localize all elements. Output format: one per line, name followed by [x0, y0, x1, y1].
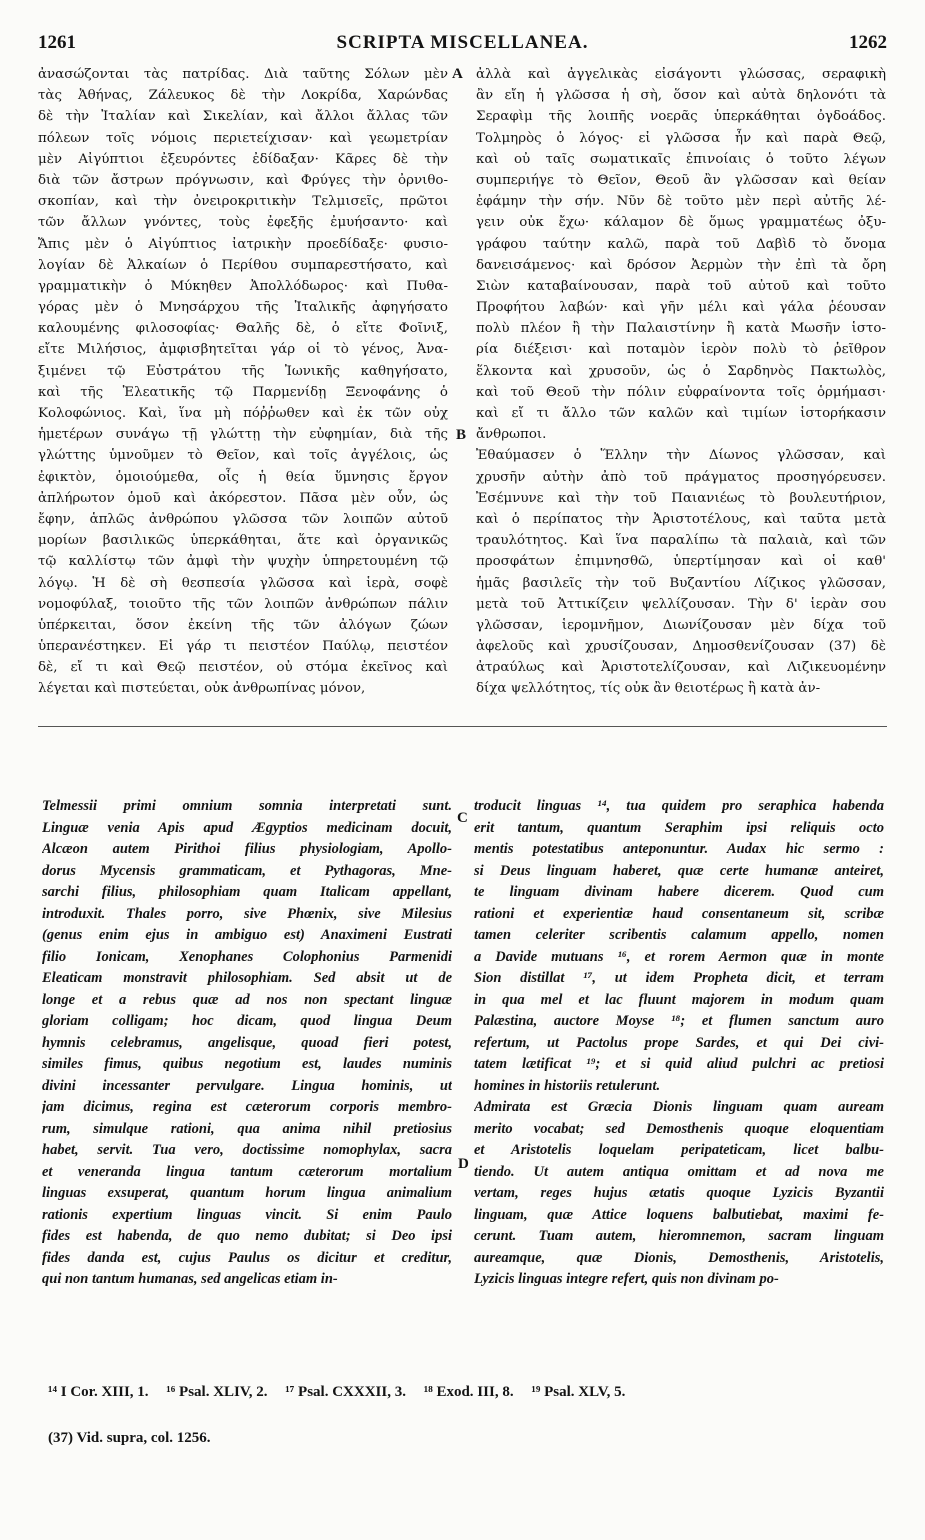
text-line: si Deus linguam haberet, quæ certe humanæ anteiret,: [474, 862, 884, 879]
text-line: σκοπίαν, καὶ τὴν ὀνειροκριτικὴν Τελμισεῖς, πρῶτοι: [38, 194, 448, 210]
text-line: ἔφην, ἁπλῶς ἀνθρώπου γλῶσσα τῶν λοιπῶν αὐτοῦ: [38, 511, 448, 527]
text-line: tatem lætificat ¹⁹; et si quid aliud pulchri ac pretiosi: [474, 1056, 884, 1072]
text-line: νομοφύλαξ, τοιοῦτο τῆς τῶν λοιπῶν ἀνθρώπων πάλιν: [38, 596, 448, 612]
greek-text-left-column: [38, 64, 448, 700]
text-line: troducit linguas ¹⁴, tua quidem pro seraphica habenda: [474, 798, 884, 814]
text-line: ἕλκοντα καὶ χρυσοῦν, ὡς ὁ Σαρδηνὸς Πακτωλὸς,: [476, 363, 886, 379]
text-line: Ἄπις μὲν ὁ Αἰγύπτιος ἰατρικὴν προεδίδαξε· φυσιο-: [38, 236, 448, 252]
text-line: jam dicimus, regina est cæterorum corporis membro-: [42, 1099, 452, 1115]
text-line: gloriam colligam; hoc dicam, quod lingua Deum: [42, 1013, 452, 1029]
column-number-right: 1262: [849, 32, 887, 53]
text-line: mentis potestatibus anteponuntur. Audax hic sermo :: [474, 841, 884, 857]
text-line: ἐφικτὸν, ὁμοιούμεθα, οἷς ἡ θεία ὕμνησις ἔργον: [38, 469, 448, 485]
text-line: μορίων βασιλικῶς ὑπερκάθηται, ἅτε καὶ ὀργανικῶς: [38, 533, 448, 549]
column-number-left: 1261: [38, 32, 76, 53]
text-line: τῷ καλλίστῳ τῶν ἀμφὶ τὴν ψυχὴν ὑπηρετουμένη τῷ: [38, 554, 448, 570]
text-line: et Aristotelis loquelam peripateticam, licet balbu-: [474, 1142, 884, 1158]
text-line: ὑπερανέστηκεν. Εἰ γάρ τι πειστέον Παύλῳ, πειστέον: [38, 639, 448, 655]
text-line: refertum, ut Pactolus prope Sardes, et qui Dei civi-: [474, 1034, 884, 1051]
footnote: ¹⁸ Exod. III, 8.: [423, 1384, 514, 1400]
text-line: rationi et experientiæ haud consentaneum sit, scribæ: [474, 905, 884, 922]
text-line: merito vocabat; sed Demosthenis quoque eloquentiam: [474, 1120, 884, 1137]
text-line: Σιὼν καταβαίνουσαν, παρὰ τοῦ αὐτοῦ καὶ τοῦτο: [476, 278, 886, 294]
text-line: similes fimus, quibus negotium est, laudes numinis: [42, 1056, 452, 1072]
text-line: τραυλότητος. Καὶ ἵνα παραλίπω τὰ παλαιὰ, καὶ τῶν: [476, 533, 886, 549]
text-line: dorus Mycensis grammaticam, et Pythagoras, Mne-: [42, 862, 452, 879]
latin-translation-right-column: [474, 796, 884, 1291]
greek-text-right-column: [476, 64, 886, 700]
text-line: tiendo. Ut autem antiqua omittam et ad nova me: [474, 1163, 884, 1180]
text-line: καλουμένης φιλοσοφίας· Θαλῆς δὲ, ὁ εἴτε Φοῖνιξ,: [38, 321, 448, 337]
text-line: ρία διέξεισι· καὶ ποταμὸν ἱερὸν πολὺ τὸ ῥεῖθρον: [476, 342, 886, 358]
text-line: Lyzicis linguas integre refert, quis non divinam po-: [474, 1271, 779, 1287]
text-line: ὑπέρκειται, ὅσον ἐκείνη τῆς τῶν ἀλόγων ζώων: [38, 617, 448, 633]
text-line: καὶ οὐ ταῖς σωματικαῖς ἐπινοίαις ὁ τοῦτο λέγων: [476, 151, 886, 167]
text-line: γράφου ταύτην καλῶ, παρὰ τοῦ Δαβὶδ τὸ ὄνομα: [476, 236, 886, 252]
text-line: tamen celeriter scribentis calamum appello, nomen: [474, 927, 884, 943]
margin-letter-b: B: [456, 427, 467, 443]
text-line: Κολοφώνιος. Καὶ, ἵνα μὴ πόῤῥωθεν καὶ ἐκ τῶν οὐχ: [38, 406, 448, 421]
text-line: καὶ τῆς Ἐλεατικῆς τῷ Παρμενίδῃ Ξενοφάνης ὁ: [38, 384, 448, 400]
text-line: filio Ionicam, Xenophanes Colophonius Parmenidi: [42, 948, 452, 965]
text-line: cerunt. Tuam autem, hieromnemon, sacram linguam: [474, 1228, 884, 1244]
text-line: δίχα ψελλότητος, τίς οὐκ ἂν θειοτέρως ἢ κατὰ ἀν-: [476, 681, 821, 697]
footnotes: [48, 1384, 885, 1401]
text-line: fides est habenda, de quo nemo dubitat; si Deo ipsi: [42, 1228, 452, 1244]
text-line: Alcæon autem Pirithoi filius physiologiam, Apollo-: [42, 841, 452, 857]
text-line: Ἐσέμνυνε καὶ τὴν τοῦ Παιανιέως τὸ βουλευτήριον,: [476, 490, 886, 506]
text-line: a Davide mutuans ¹⁶, et rorem Aermon quæ in monte: [474, 948, 884, 965]
text-line: in qua mel et lac fluunt majorem in modum quam: [474, 991, 884, 1008]
latin-translation-left-column: [42, 796, 452, 1291]
text-line: rationis expertium linguas vincit. Si enim Paulo: [42, 1206, 452, 1223]
text-line: ἀνασώζονται τὰς πατρίδας. Διὰ ταῦτης Σόλων μὲν: [38, 67, 448, 82]
text-line: habet, servit. Tua vero, doctissime nomophylax, sacra: [42, 1142, 452, 1158]
running-header: [38, 32, 887, 58]
text-line: καὶ ὁ περίπατος τὴν Ἀριστοτέλους, καὶ ταῦτα μετὰ: [476, 511, 886, 527]
text-line: Palæstina, auctore Moyse ¹⁸; et flumen sanctum auro: [474, 1013, 884, 1029]
text-line: Σεραφὶμ τῆς λοιπῆς νοερᾶς ὑπερκάθηται ὀγδοάδος.: [476, 109, 886, 125]
footnote: ¹⁶ Psal. XLIV, 2.: [166, 1384, 268, 1400]
text-line: Προφήτου λαβών· καὶ γῆν μέλι καὶ γάλα ῥέουσαν: [476, 300, 886, 316]
text-line: δὲ τὴν Ἰταλίαν καὶ Σικελίαν, καὶ ἄλλοι ἄλλας τῶν: [38, 109, 448, 125]
text-line: introduxit. Thales porro, sive Phœnix, sive Milesius: [42, 905, 452, 922]
margin-letter-a: A: [452, 66, 463, 82]
text-line: Ἐθαύμασεν ὁ Ἕλλην τὴν Δίωνος γλῶσσαν, καὶ: [476, 448, 886, 464]
text-line: ἀλλὰ καὶ ἀγγελικὰς εἰσάγοντι γλώσσας, σεραφικὴ: [476, 67, 886, 82]
text-line: ἀτραύλως καὶ Ἀριστοτελίζουσαν, καὶ Λιζικευομένην: [476, 660, 886, 676]
text-line: δανεισάμενος· καὶ δρόσον Ἀερμὼν τὴν ἐπὶ τὰ ὄρη: [476, 257, 886, 273]
text-line: διὰ τῶν ἄστρων πρόγνωσιν, καὶ Φρύγες τὴν ὀρνιθο-: [38, 172, 448, 188]
text-line: πόλεων τοῖς νόμοις περιετείχισαν· καὶ γεωμετρίαν: [38, 130, 448, 146]
text-line: ἄνθρωποι.: [476, 427, 547, 443]
text-line: Τολμηρὸς ὁ λόγος· εἰ γλῶσσα ἦν καὶ παρὰ Θεῷ,: [476, 130, 886, 146]
text-line: Linguæ venia Apis apud Ægyptios medicinam docuit,: [42, 819, 452, 836]
text-line: ἐφάμην τὴν σήν. Νῦν δὲ τοῦτο μὲν περὶ αὐτῆς λέ-: [476, 194, 886, 210]
text-line: et veneranda lingua tantum cæterorum mortalium: [42, 1163, 452, 1180]
text-line: τῶν ἄλλων γνόντες, τοὺς ἐφεξῆς ἐμυήσαντο· καὶ: [38, 215, 448, 231]
text-line: vertam, reges hujus ætatis quoque Lyzicis Byzantii: [474, 1185, 884, 1201]
text-line: Telmessii primi omnium somnia interpretati sunt.: [42, 798, 452, 814]
text-line: ἀφελοῦς καὶ χρυσίζουσαν, Δημοσθενίζουσαν (37) δὲ: [476, 639, 886, 655]
text-line: καὶ εἴ τι ἄλλο τῶν καλῶν καὶ τιμίων ἱστορήκασιν: [476, 406, 886, 421]
text-line: aureamque, quæ Dionis, Demosthenis, Aristotelis,: [474, 1249, 884, 1266]
text-line: Eleaticam monstravit philosophiam. Sed absit ut de: [42, 970, 452, 986]
section-divider: [38, 726, 887, 727]
text-line: te linguam divinam habere dicerem. Quod cum: [474, 884, 884, 900]
text-line: fides danda est, cujus Paulus os dicitur et creditur,: [42, 1249, 452, 1266]
text-line: ἂν εἴη ἡ γλῶσσα ἡ σὴ, ὅσον καὶ αὐτὰ δηλονότι τὰ: [476, 88, 886, 104]
footnote: ¹⁴ I Cor. XIII, 1.: [48, 1384, 149, 1400]
text-line: sarchi filius, philosophiam quam Italicam appellant,: [42, 884, 452, 900]
text-line: λογίαν δὲ Ἀλκαίων ὁ Περίθου συμπαρεστήσατο, καὶ: [38, 257, 448, 273]
text-line: erit tantum, quantum Seraphim ipsi reliquis octo: [474, 819, 884, 836]
text-line: γραμματικὴν ὁ Μύκηθεν Ἀπολλόδωρος· καὶ Πυθα-: [38, 278, 448, 294]
text-line: καὶ τοῦ Θεοῦ τὴν πόλιν εὐφραίνοντα τοῖς ὁρμήμασι·: [476, 384, 886, 400]
text-line: homines in historiis retulerunt.: [474, 1077, 661, 1094]
text-line: rum, simulque rationi, qua anima nihil pretiosius: [42, 1120, 452, 1137]
text-line: ἡμετέρων συνάγω τῇ γλώττῃ τὴν εὐφημίαν, διὰ τῆς: [38, 427, 448, 443]
text-line: qui non tantum humanas, sed angelicas etiam in-: [42, 1271, 338, 1287]
text-line: γλώττης ὑμνοῦμεν τὸ Θεῖον, καὶ τοῖς ἀγγέλοις, ὡς: [38, 448, 448, 464]
text-line: δὲ, εἴ τι καὶ Θεῷ πειστέον, οὐ στόμα ἐκεῖνος καὶ: [38, 660, 448, 676]
text-line: hymnis celebramus, angelisque, quoad fieri potest,: [42, 1034, 452, 1051]
text-line: γλῶσσαν, ἱερομνῆμον, Διωνίζουσαν μὲν δίχα τοῦ: [476, 617, 886, 633]
text-line: μετὰ τοῦ Ἀττικίζειν ψελλίζουσαν. Τὴν δ' ἱερὰν σου: [476, 596, 886, 612]
footnote: ¹⁹ Psal. XLV, 5.: [531, 1384, 626, 1400]
text-line: ἡμᾶς βασιλεῖς τὴν τοῦ Βυζαντίου Λίζικος γλῶσσαν,: [476, 575, 886, 591]
text-line: εἴτε Μιλήσιος, ἀμφισβητεῖται γάρ οἱ τὸ γένος, Ἀνα-: [38, 342, 448, 358]
text-line: συμπεριήγε τὸ Θεῖον, Θεοῦ ἂν γλῶσσαν καὶ θείαν: [476, 172, 886, 188]
text-line: λέγεται καὶ πιστεύεται, οὐκ ἀνθρωπίνας μόνον,: [38, 681, 366, 697]
text-line: Sion distillat ¹⁷, ut idem Propheta dicit, et terram: [474, 970, 884, 986]
endnote: (37) Vid. supra, col. 1256.: [48, 1430, 211, 1446]
text-line: τὰς Ἀθήνας, Ζάλευκος δὲ τὴν Λοκρίδα, Χαρώνδας: [38, 88, 448, 104]
text-line: ξιμένει τῷ Εὐστράτου τῆς Ἰωνικῆς καθηγήσατο,: [38, 363, 448, 379]
text-line: γειν οὐκ ἔχω· κάλαμον δὲ ὅμως γραμματέως ὀξυ-: [476, 215, 886, 231]
text-line: (genus enim ejus in ambiguo est) Anaximeni Eustrati: [42, 927, 452, 943]
text-line: divini incessanter pervulgare. Lingua hominis, ut: [42, 1077, 452, 1094]
running-title: SCRIPTA MISCELLANEA.: [336, 32, 589, 53]
text-line: Admirata est Græcia Dionis linguam quam auream: [474, 1099, 884, 1115]
margin-letter-c: C: [457, 810, 468, 826]
footnote: ¹⁷ Psal. CXXXII, 3.: [285, 1384, 406, 1400]
text-line: λόγῳ. Ἡ δὲ σὴ θεσπεσία γλῶσσα καὶ ἱερὰ, σοφὲ: [38, 575, 448, 591]
margin-letter-d: D: [458, 1156, 469, 1172]
text-line: χρυσῆν αὐτὴν ἀπὸ τοῦ πράγματος προσηγόρευσεν.: [476, 469, 886, 485]
text-line: προσφάτων ἐπιμνησθῶ, ὑπερτίμησαν καὶ οἱ καθ': [476, 554, 886, 570]
text-line: γόρας μὲν ὁ Μνησάρχου τῆς Ἰταλικῆς ἀφηγήσατο: [38, 300, 448, 316]
text-line: linguas exsuperat, quantum horum lingua animalium: [42, 1185, 452, 1201]
text-line: μὲν Αἰγύπτιοι ἐξευρόντες ἐδίδαξαν· Κᾶρες δὲ τὴν: [38, 151, 448, 167]
text-line: linguam, quæ Attice loquens balbutiebat, maximi fe-: [474, 1206, 884, 1223]
text-line: πολὺ πλέον ἢ τὴν Παλαιστίνην ἢ κατὰ Μωσῆν ἱστο-: [476, 321, 886, 337]
text-line: ἀπλήρωτον ὁμοῦ καὶ ἀκόρεστον. Πᾶσα μὲν οὖν, ὡς: [38, 490, 448, 506]
text-line: longe et a rebus quæ ad nos non spectant linguæ: [42, 991, 452, 1008]
